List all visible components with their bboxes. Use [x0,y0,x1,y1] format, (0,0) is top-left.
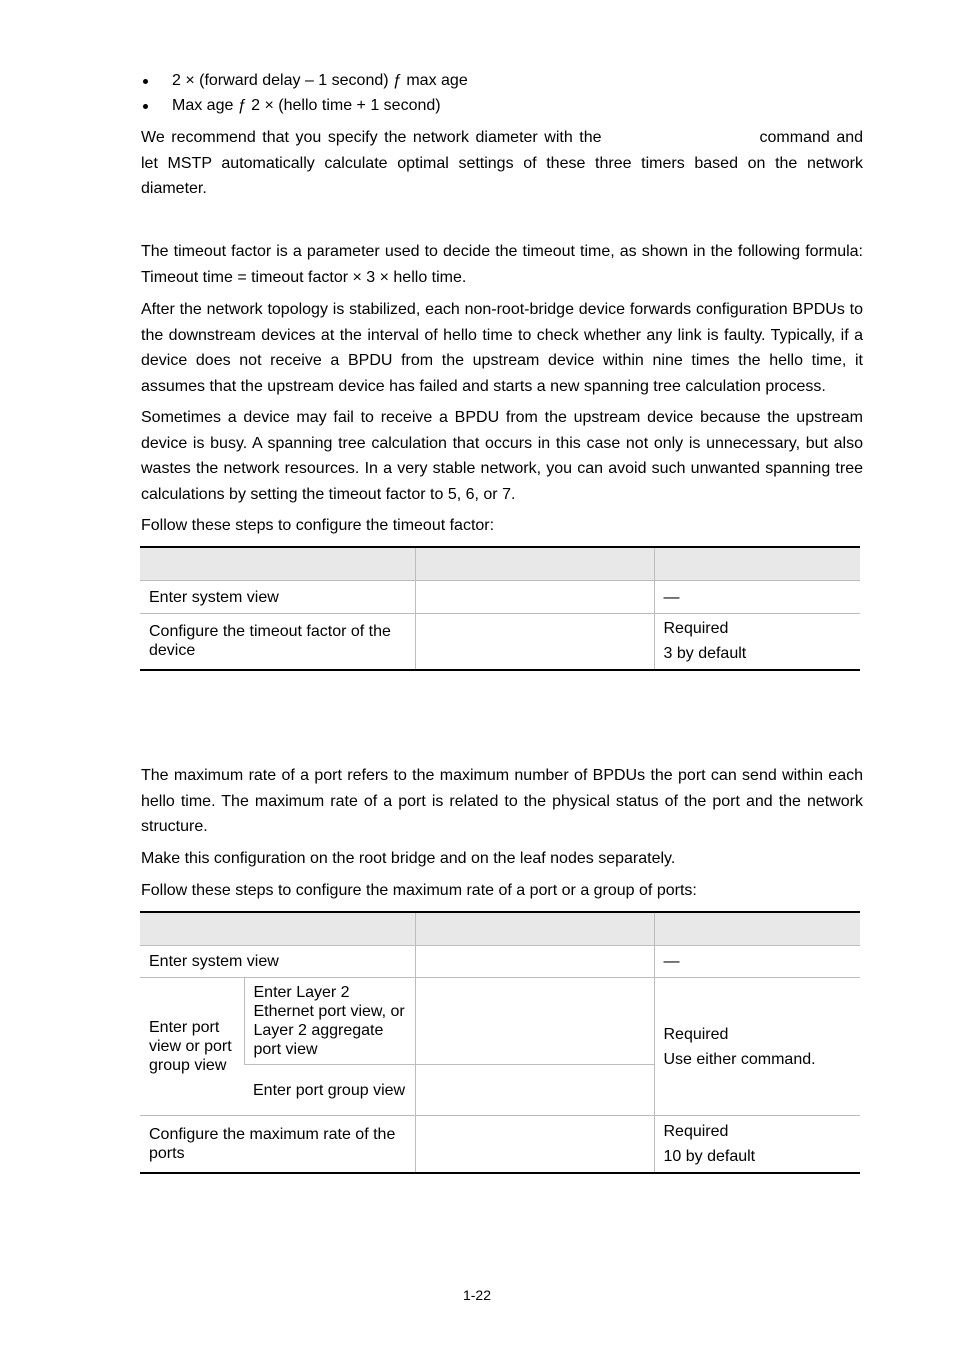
table-row [140,978,860,1065]
table-row [140,946,860,978]
table-cell: Enter port group view [244,1065,415,1116]
max-rate-table [140,911,860,1174]
list-item: 2 × (forward delay – 1 second) ƒ max age [141,70,468,95]
max-rate-intro-paragraph: The maximum rate of a port refers to the maximum number of BPDUs the port can send within each hello time. The maximum rate of a port is related to the physical status of the port and the network structure. [141,767,863,836]
table-cell: Enter Layer 2 Ethernet port view, or Layer 2 aggregate port view [244,978,415,1065]
max-rate-location-paragraph: Make this configuration on the root bridge and on the leaf nodes separately. [141,850,676,867]
table-cell [415,946,654,978]
table-cell: — [654,581,860,614]
table-row [140,614,860,670]
table-cell [415,978,654,1065]
table-cell: Configure the maximum rate of the ports [140,1116,415,1173]
bullet-icon [143,104,148,109]
table-cell: Enter system view [140,946,415,978]
table-cell [415,581,654,614]
timeout-busy-paragraph: Sometimes a device may fail to receive a BPDU from the upstream device because the upstream device is busy. A spanning tree calculation that occurs in this case not only is unnecessary, but also wastes the network resources. In a very stable network, you can avoid such unwanted spanning tree calculations by setting the timeout factor to 5, 6, or 7. [141,409,863,503]
timeout-detail-paragraph: After the network topology is stabilized, each non-root-bridge device forwards configuration BPDUs to the downstream devices at the interval of hello time to check whether any link is faulty. Typically, if a device does not receive a BPDU from the upstream device within nine times the hello time, it assumes that the upstream device has failed and starts a new spanning tree calculation process. [141,301,863,395]
timeout-steps-intro: Follow these steps to configure the timeout factor: [141,517,495,534]
table-cell: Configure the timeout factor of the device [140,614,415,670]
page-number: 1-22 [462,1287,492,1303]
recommend-paragraph: We recommend that you specify the network diameter with the command and let MSTP automatically calculate optimal settings of these three timers based on the network diameter. [141,129,864,198]
table-cell: Required Use either command. [654,978,860,1116]
table-cell [415,1116,654,1173]
timer-constraints-list [141,70,468,120]
timeout-factor-table [140,546,860,671]
table-header-row [140,547,860,581]
list-item: Max age ƒ 2 × (hello time + 1 second) [141,95,468,120]
table-cell: Required 3 by default [654,614,860,670]
table-header-row [140,912,860,946]
table-cell: — [654,946,860,978]
table-row [140,581,860,614]
table-row [140,1116,860,1173]
bullet-icon [143,79,148,84]
timeout-intro-paragraph: The timeout factor is a parameter used to decide the timeout time, as shown in the following formula: Timeout time = timeout factor × 3 × hello time. [141,243,863,286]
table-cell: Enter port view or port group view [140,978,244,1116]
max-rate-steps-intro: Follow these steps to configure the maximum rate of a port or a group of ports: [141,882,697,899]
table-cell: Required 10 by default [654,1116,860,1173]
table-cell [415,614,654,670]
table-cell: Enter system view [140,581,415,614]
table-cell [415,1065,654,1116]
